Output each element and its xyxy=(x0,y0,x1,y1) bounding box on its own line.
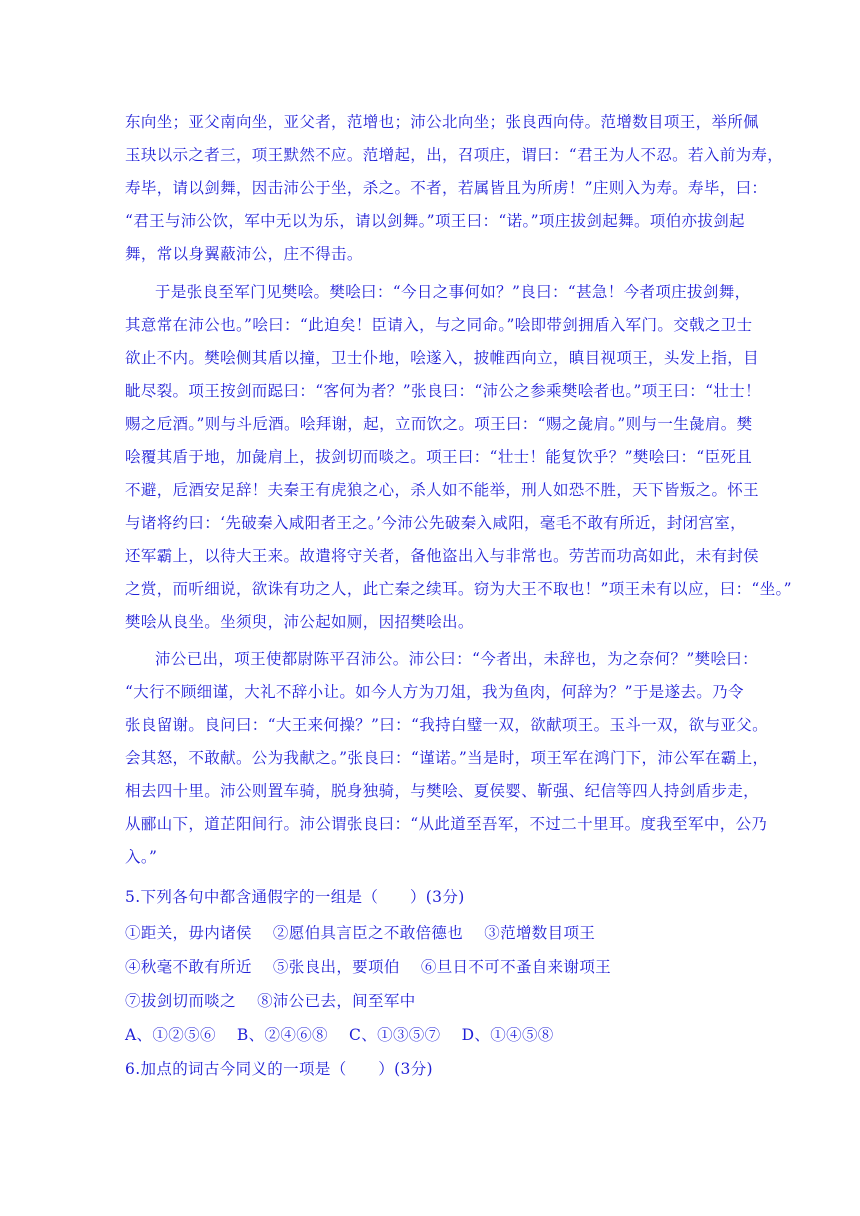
passage-line: 舞，常以身翼蔽沛公，庄不得击。 xyxy=(125,245,363,263)
passage-line: 相去四十里。沛公则置车骑，脱身独骑，与樊哙、夏侯婴、靳强、纪信等四人持剑盾步走， xyxy=(125,782,760,800)
passage-line: “君王与沛公饮，军中无以为乐，请以剑舞。”项王曰：“诺。”项庄拔剑起舞。项伯亦拔剑起 xyxy=(125,212,745,230)
passage-line: 不避，卮酒安足辞！夫秦王有虎狼之心，杀人如不能举，刑人如恐不胜，天下皆叛之。怀王 xyxy=(125,481,760,499)
passage-line: 玉玦以示之者三，项王默然不应。范增起，出，召项庄，谓曰：“君王为人不忍。若入前为寿， xyxy=(125,146,784,164)
question-5-stem: 5.下列各句中都含通假字的一组是（ ）(3分) xyxy=(125,888,465,906)
passage-line: 其意常在沛公也。”哙曰：“此迫矣！臣请入，与之同命。”哙即带剑拥盾入军门。交戟之卫士 xyxy=(125,316,753,334)
passage-line: 张良留谢。良问曰：“大王来何操？”曰：“我持白璧一双，欲献项王。玉斗一双，欲与亚父。 xyxy=(125,716,768,734)
passage-line: 欲止不内。樊哙侧其盾以撞，卫士仆地，哙遂入，披帷西向立，瞋目视项王，头发上指，目 xyxy=(125,349,760,367)
passage-line: 哙覆其盾于地，加彘肩上，拔剑切而啖之。项王曰：“壮士！能复饮乎？”樊哙曰：“臣死且 xyxy=(125,448,753,466)
passage-line: 会其怒，不敢献。公为我献之。”张良曰：“谨诺。”当是时，项王军在鸿门下，沛公军在霸上， xyxy=(125,749,769,767)
passage-line: 寿毕，请以剑舞，因击沛公于坐，杀之。不者，若属皆且为所虏！”庄则入为寿。寿毕，曰： xyxy=(125,179,768,197)
passage-line: 东向坐；亚父南向坐，亚父者，范增也；沛公北向坐；张良西向侍。范增数目项王，举所佩 xyxy=(125,113,760,131)
question-5-items-row-2: ④秋毫不敢有所近 ⑤张良出，要项伯 ⑥旦日不可不蚤自来谢项王 xyxy=(125,958,612,976)
question-5-options: A、①②⑤⑥ B、②④⑥⑧ C、①③⑤⑦ D、①④⑤⑧ xyxy=(125,1026,554,1044)
question-5-items-row-3: ⑦拔剑切而啖之 ⑧沛公已去，间至军中 xyxy=(125,992,416,1010)
passage-line: 眦尽裂。项王按剑而跽曰：“客何为者？”张良曰：“沛公之参乘樊哙者也。”项王曰：“壮士！ xyxy=(125,382,761,400)
passage-line: 之赏，而听细说，欲诛有功之人，此亡秦之续耳。窃为大王不取也！”项王未有以应，曰：“坐。” xyxy=(125,580,792,598)
passage-line: 入。” xyxy=(125,848,158,866)
paragraph-start-line: 于是张良至军门见樊哙。樊哙曰：“今日之事何如？”良曰：“甚急！今者项庄拔剑舞， xyxy=(155,283,751,301)
passage-line: “大行不顾细谨，大礼不辞小让。如今人方为刀俎，我为鱼肉，何辞为？”于是遂去。乃令 xyxy=(125,683,744,701)
passage-line: 从郦山下，道芷阳间行。沛公谓张良曰：“从此道至吾军，不过二十里耳。度我至军中，公乃 xyxy=(125,815,768,833)
question-5-items-row-1: ①距关，毋内诸侯 ②愿伯具言臣之不敢倍德也 ③范增数目项王 xyxy=(125,924,596,942)
passage-line: 赐之卮酒。”则与斗卮酒。哙拜谢，起，立而饮之。项王曰：“赐之彘肩。”则与一生彘肩。樊 xyxy=(125,415,753,433)
question-6-stem: 6.加点的词古今同义的一项是（ ）(3分) xyxy=(125,1060,433,1078)
paragraph-start-line: 沛公已出，项王使都尉陈平召沛公。沛公曰：“今者出，未辞也，为之奈何？”樊哙曰： xyxy=(155,650,759,668)
passage-line: 樊哙从良坐。坐须臾，沛公起如厕，因招樊哙出。 xyxy=(125,613,474,631)
passage-line: 与诸将约曰：‘先破秦入咸阳者王之。’今沛公先破秦入咸阳，毫毛不敢有所近，封闭宫室， xyxy=(125,514,746,532)
passage-line: 还军霸上，以待大王来。故遣将守关者，备他盗出入与非常也。劳苦而功高如此，未有封侯 xyxy=(125,547,760,565)
